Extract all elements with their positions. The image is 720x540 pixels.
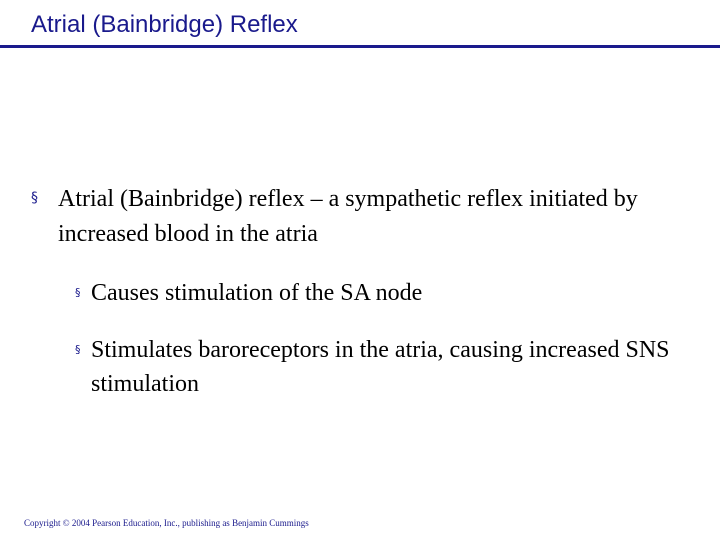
sub-bullet-2 (75, 333, 675, 401)
sub-bullet-text-block (75, 333, 675, 401)
copyright-notice: Copyright © 2004 Pearson Education, Inc., publishing as Benjamin Cummings (24, 518, 309, 528)
sub-bullet-marker-icon: § (75, 343, 81, 356)
sub-bullet-text: Causes stimulation of the SA node (91, 280, 423, 306)
sub-bullet-1 (75, 276, 675, 310)
sub-bullet-text-block (75, 276, 675, 310)
main-bullet-text: Atrial (Bainbridge) reflex – a sympathetic reflex initiated by increased blood in the atria (58, 186, 638, 247)
slide-title: Atrial (Bainbridge) Reflex (31, 11, 298, 38)
bullet-marker-icon: § (31, 190, 38, 206)
sub-bullet-text: Stimulates baroreceptors in the atria, causing increased SNS stimulation (91, 337, 670, 397)
title-divider (0, 45, 720, 48)
sub-bullet-marker-icon: § (75, 286, 81, 299)
main-bullet-text-block (31, 181, 671, 252)
main-bullet (31, 181, 671, 252)
